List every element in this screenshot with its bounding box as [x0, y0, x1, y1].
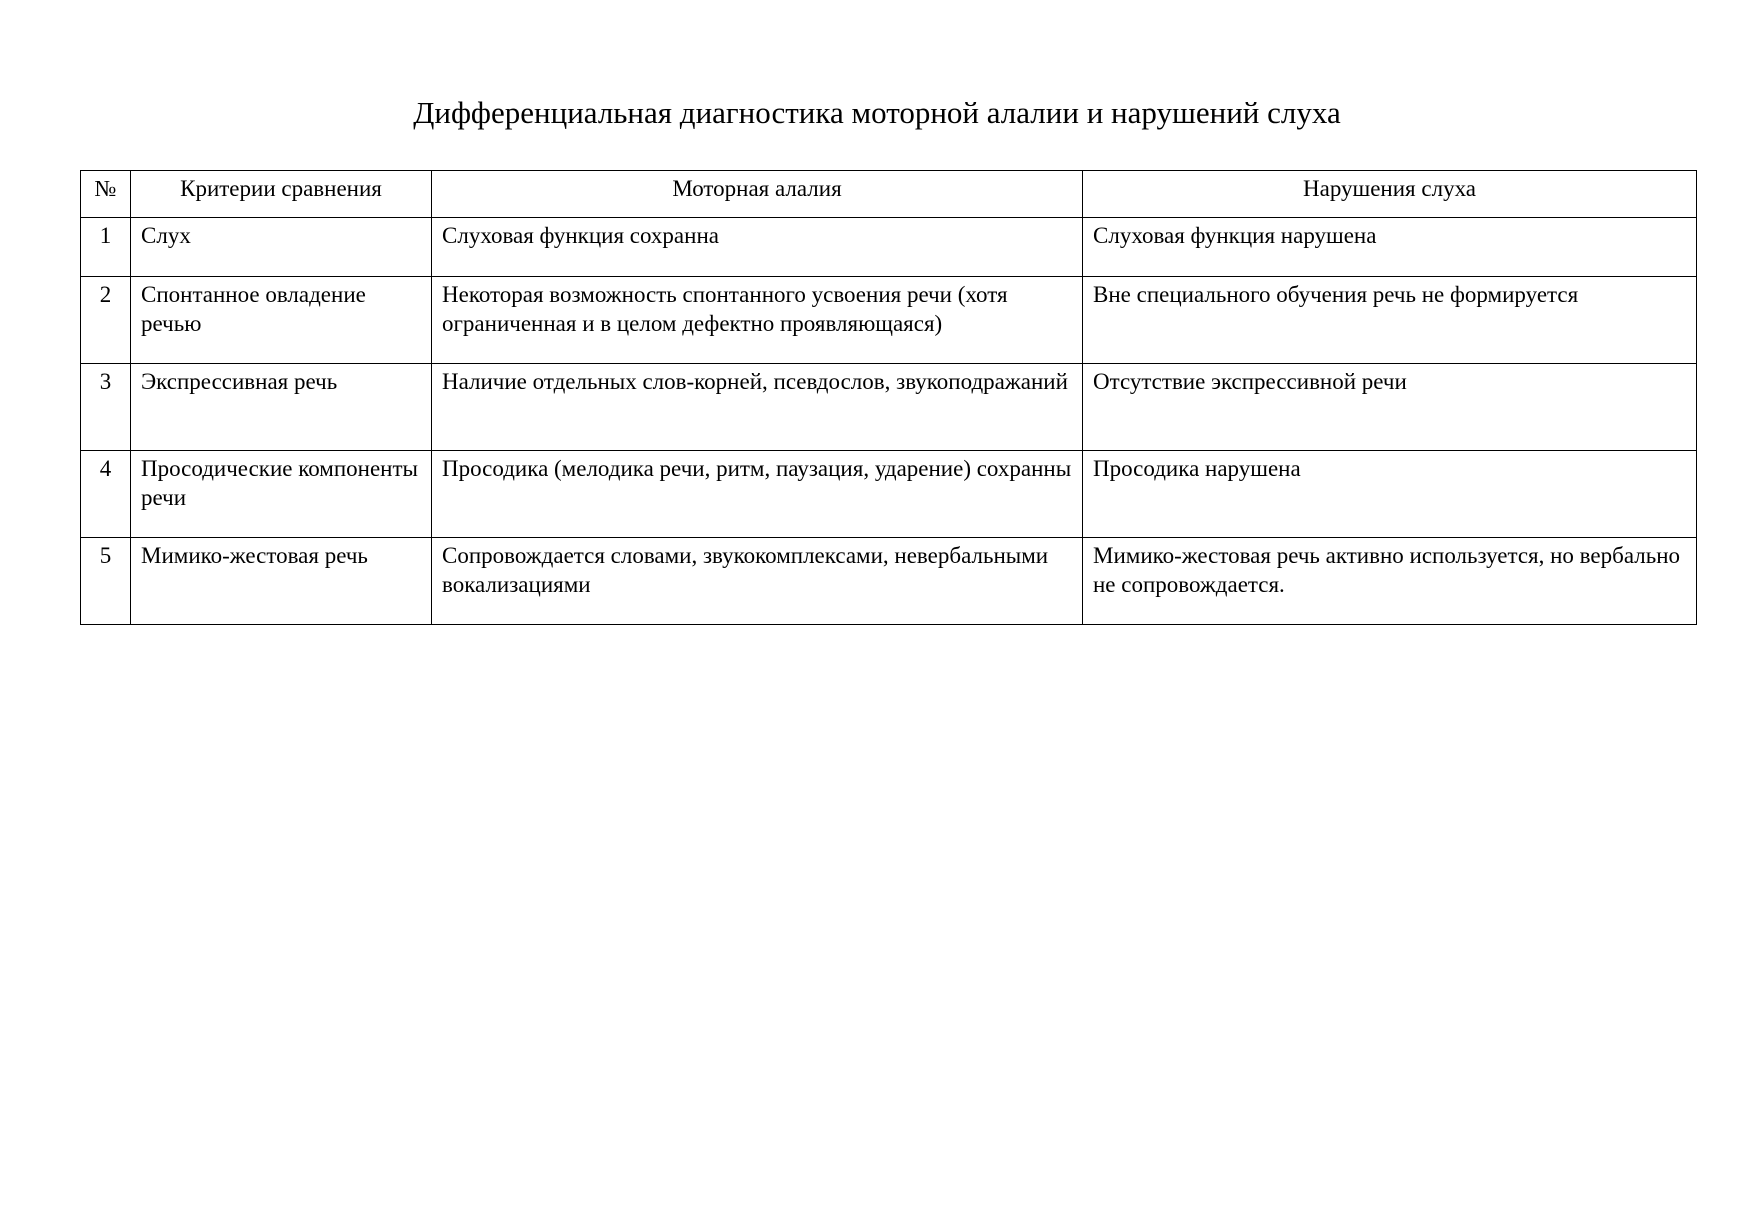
header-motor-alalia: Моторная алалия — [432, 171, 1083, 218]
comparison-table — [80, 170, 1697, 625]
row-criteria: Слух — [131, 218, 432, 277]
row-hearing-impairment: Отсутствие экспрессивной речи — [1083, 364, 1697, 451]
header-criteria: Критерии сравнения — [131, 171, 432, 218]
row-criteria: Экспрессивная речь — [131, 364, 432, 451]
table-row — [81, 451, 1697, 538]
table-header-row — [81, 171, 1697, 218]
row-number: 1 — [81, 218, 131, 277]
header-number: № — [81, 171, 131, 218]
row-motor-alalia: Наличие отдельных слов-корней, псевдослов, звукоподражаний — [432, 364, 1083, 451]
row-number: 5 — [81, 538, 131, 625]
row-motor-alalia: Сопровождается словами, звукокомплексами, невербальными вокализациями — [432, 538, 1083, 625]
row-criteria: Мимико-жестовая речь — [131, 538, 432, 625]
row-motor-alalia: Просодика (мелодика речи, ритм, паузация, ударение) сохранны — [432, 451, 1083, 538]
table-row — [81, 364, 1697, 451]
table-row — [81, 538, 1697, 625]
row-criteria: Просодические компоненты речи — [131, 451, 432, 538]
row-number: 2 — [81, 277, 131, 364]
row-motor-alalia: Некоторая возможность спонтанного усвоения речи (хотя ограниченная и в целом дефектно проявляющаяся) — [432, 277, 1083, 364]
row-number: 4 — [81, 451, 131, 538]
table-row — [81, 277, 1697, 364]
row-hearing-impairment: Просодика нарушена — [1083, 451, 1697, 538]
header-hearing-impairment: Нарушения слуха — [1083, 171, 1697, 218]
row-number: 3 — [81, 364, 131, 451]
document-title: Дифференциальная диагностика моторной алалии и нарушений слуха — [413, 95, 1341, 130]
row-hearing-impairment: Мимико-жестовая речь активно используется, но вербально не сопровождается. — [1083, 538, 1697, 625]
table-row — [81, 218, 1697, 277]
row-motor-alalia: Слуховая функция сохранна — [432, 218, 1083, 277]
row-criteria: Спонтанное овладение речью — [131, 277, 432, 364]
row-hearing-impairment: Слуховая функция нарушена — [1083, 218, 1697, 277]
row-hearing-impairment: Вне специального обучения речь не формируется — [1083, 277, 1697, 364]
